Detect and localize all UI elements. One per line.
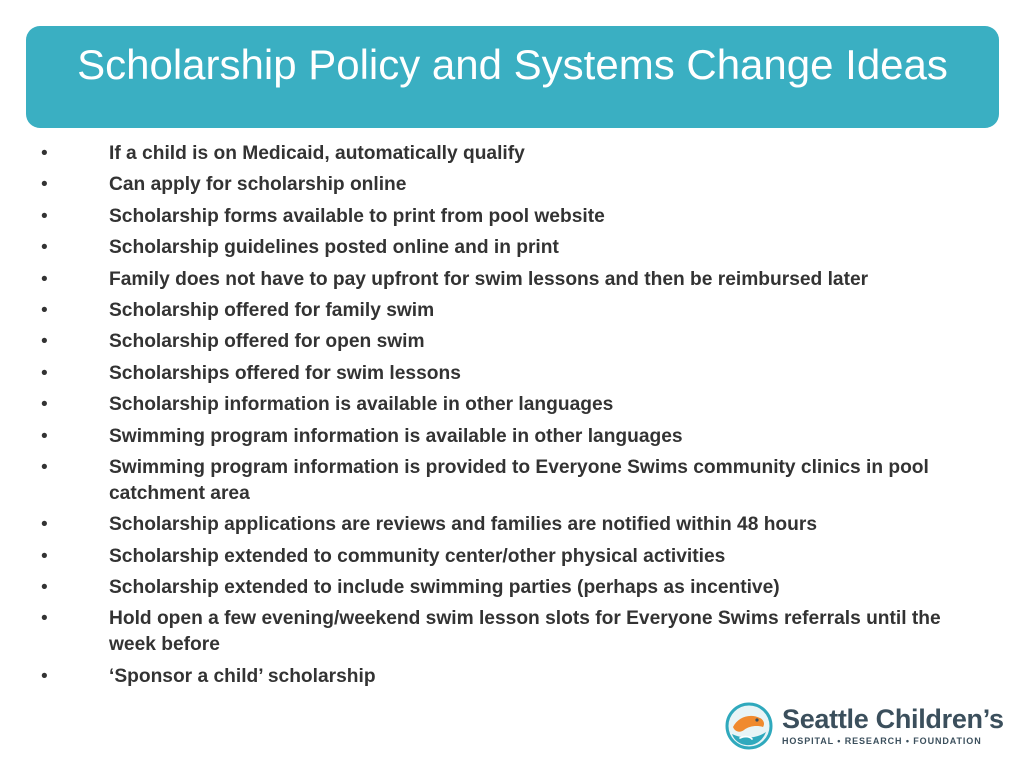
seattle-childrens-logo-icon xyxy=(724,701,774,751)
bullet-dot-icon: • xyxy=(41,545,48,567)
bullet-item xyxy=(40,392,970,418)
bullet-text: Hold open a few evening/weekend swim lesson slots for Everyone Swims referrals until the week before xyxy=(109,608,941,656)
bullet-text: Swimming program information is provided to Everyone Swims community clinics in pool catchment area xyxy=(109,456,929,504)
bullet-text: Scholarship extended to community center/other physical activities xyxy=(109,545,726,567)
bullet-dot-icon: • xyxy=(41,665,48,687)
bullet-text: Scholarships offered for swim lessons xyxy=(109,362,461,384)
bullet-item xyxy=(40,361,970,387)
logo-words xyxy=(782,705,1004,747)
bullet-item xyxy=(40,329,970,355)
bullet-dot-icon: • xyxy=(41,514,48,536)
bullet-text: If a child is on Medicaid, automatically qualify xyxy=(109,143,525,164)
bullet-text: Scholarship offered for open swim xyxy=(109,331,425,353)
bullet-item xyxy=(40,141,970,167)
logo-name: Seattle Children’s xyxy=(782,704,1004,734)
bullet-text: Scholarship extended to include swimming parties (perhaps as incentive) xyxy=(109,577,780,599)
logo-tagline: HOSPITAL • RESEARCH • FOUNDATION xyxy=(782,736,982,746)
bullet-dot-icon: • xyxy=(41,456,48,478)
slide-title: Scholarship Policy and Systems Change Ideas xyxy=(77,40,948,88)
title-banner xyxy=(26,26,999,128)
bullet-dot-icon: • xyxy=(41,362,48,384)
seattle-childrens-logo xyxy=(724,700,1004,752)
bullet-dot-icon: • xyxy=(41,577,48,599)
bullet-text: Can apply for scholarship online xyxy=(109,174,407,196)
bullet-text: Swimming program information is available in other languages xyxy=(109,425,683,447)
bullet-item xyxy=(40,235,970,261)
bullet-dot-icon: • xyxy=(41,299,48,321)
bullet-text: Scholarship offered for family swim xyxy=(109,299,435,321)
bullet-text: Scholarship guidelines posted online and in print xyxy=(109,237,559,259)
bullet-dot-icon: • xyxy=(41,331,48,353)
bullet-item xyxy=(40,575,970,601)
bullet-dot-icon: • xyxy=(41,237,48,259)
bullet-item xyxy=(40,455,970,507)
bullet-text: Scholarship forms available to print from pool website xyxy=(109,205,605,227)
bullet-dot-icon: • xyxy=(41,608,48,630)
bullet-item xyxy=(40,298,970,324)
bullet-item xyxy=(40,204,970,230)
bullet-dot-icon: • xyxy=(41,268,48,290)
bullet-item xyxy=(40,424,970,450)
bullet-dot-icon: • xyxy=(41,143,48,164)
bullet-dot-icon: • xyxy=(41,205,48,227)
bullet-dot-icon: • xyxy=(41,394,48,416)
bullet-list xyxy=(40,141,970,695)
bullet-item xyxy=(40,606,970,658)
bullet-text: Scholarship applications are reviews and families are notified within 48 hours xyxy=(109,514,818,536)
bullet-dot-icon: • xyxy=(41,425,48,447)
bullet-item xyxy=(40,664,970,690)
bullet-item xyxy=(40,544,970,570)
bullet-dot-icon: • xyxy=(41,174,48,196)
bullet-text: ‘Sponsor a child’ scholarship xyxy=(109,665,376,687)
bullet-item xyxy=(40,172,970,198)
bullet-item xyxy=(40,512,970,538)
bullet-text: Scholarship information is available in other languages xyxy=(109,394,614,416)
bullet-item xyxy=(40,267,970,293)
bullet-text: Family does not have to pay upfront for swim lessons and then be reimbursed later xyxy=(109,268,869,290)
